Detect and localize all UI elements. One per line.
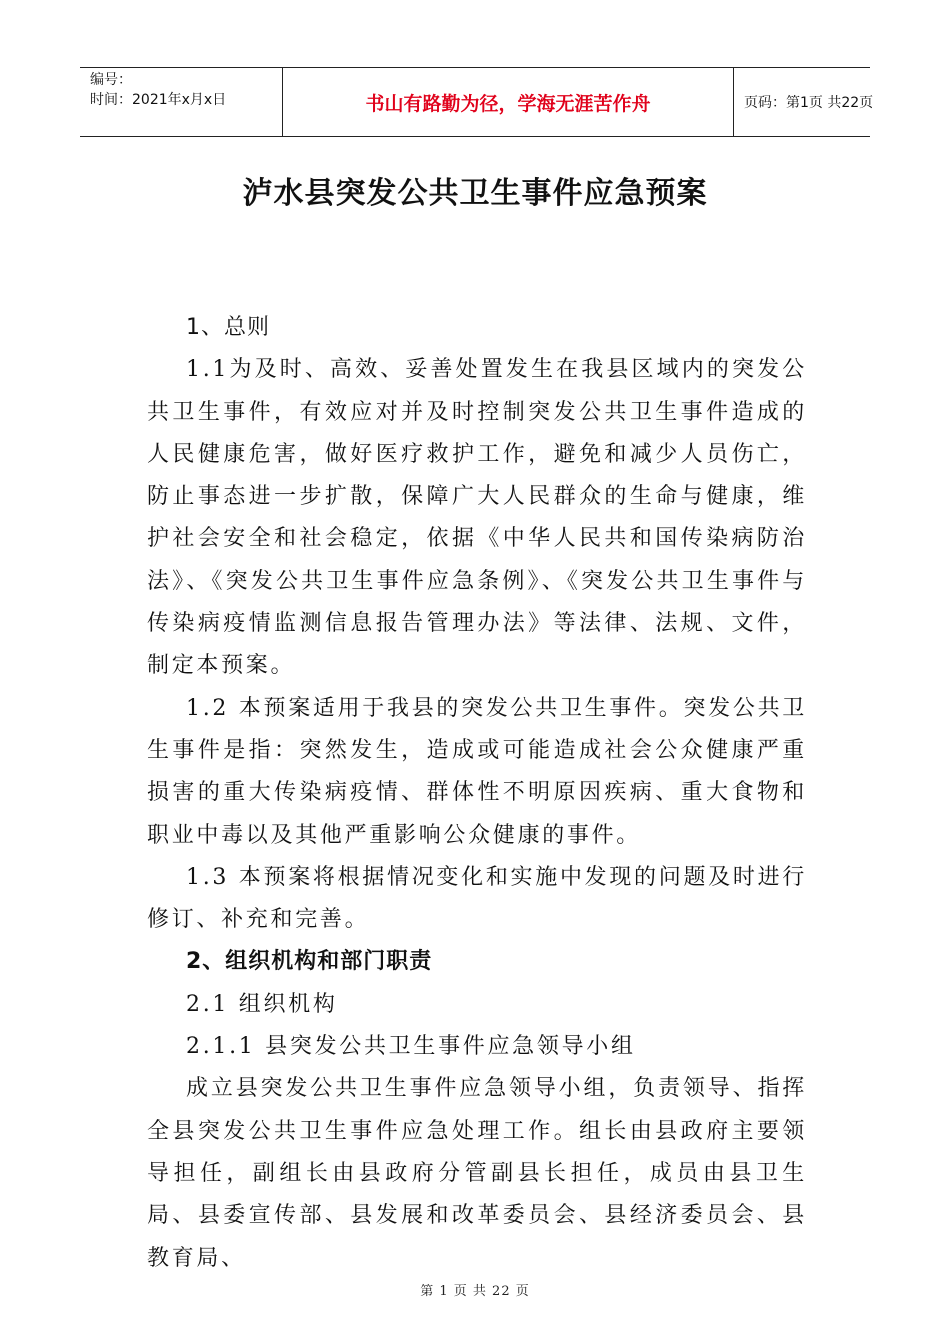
- section-heading-general: 1、总则: [186, 315, 270, 340]
- paragraph-2-1-1: 成立县突发公共卫生事件应急领导小组，负责领导、指挥全县突发公共卫生事件应急处理工作。组长由县政府主要领导担任，副组长由县政府分管副县长担任，成员由县卫生局、县委宣传部、县发展和改革委员会、县经济委员会、县教育局、: [147, 1076, 807, 1271]
- subheading-2-1-1: 2.1.1 县突发公共卫生事件应急领导小组: [186, 1034, 636, 1060]
- header-table: [80, 67, 874, 137]
- section-heading-organization: 2、组织机构和部门职责: [186, 949, 433, 975]
- paragraph-1-1: 1.1为及时、高效、妥善处置发生在我县区域内的突发公共卫生事件，有效应对并及时控制突发公共卫生事件造成的人民健康危害，做好医疗救护工作，避免和减少人员伤亡，防止事态进一步扩散，保障广大人民群众的生命与健康，维护社会安全和社会稳定，依据《中华人民共和国传染病防治法》、《突发公共卫生事件应急条例》、《突发公共卫生事件与传染病疫情监测信息报告管理办法》等法律、法规、文件，制定本预案。: [147, 357, 807, 679]
- document-body: [147, 307, 807, 1280]
- header-motto-cell: [282, 68, 734, 136]
- header-meta: [80, 68, 282, 136]
- page-info: 页码：第1页 共22页: [744, 95, 874, 111]
- number-label: 编号：: [90, 72, 132, 88]
- motto-text: 书山有路勤为径，学海无涯苦作舟: [365, 92, 651, 115]
- time-label: 时间：2021年x月x日: [90, 92, 227, 108]
- paragraph-1-3: 1.3 本预案将根据情况变化和实施中发现的问题及时进行修订、补充和完善。: [147, 864, 807, 933]
- page-footer: 第 1 页 共 22 页: [420, 1284, 530, 1299]
- document-title: 泸水县突发公共卫生事件应急预案: [242, 176, 708, 211]
- paragraph-1-2: 1.2 本预案适用于我县的突发公共卫生事件。突发公共卫生事件是指：突然发生，造成或可能造成社会公众健康严重损害的重大传染病疫情、群体性不明原因疾病、重大食物和职业中毒以及其他严重影响公众健康的事件。: [147, 695, 807, 848]
- subheading-2-1: 2.1 组织机构: [186, 991, 338, 1017]
